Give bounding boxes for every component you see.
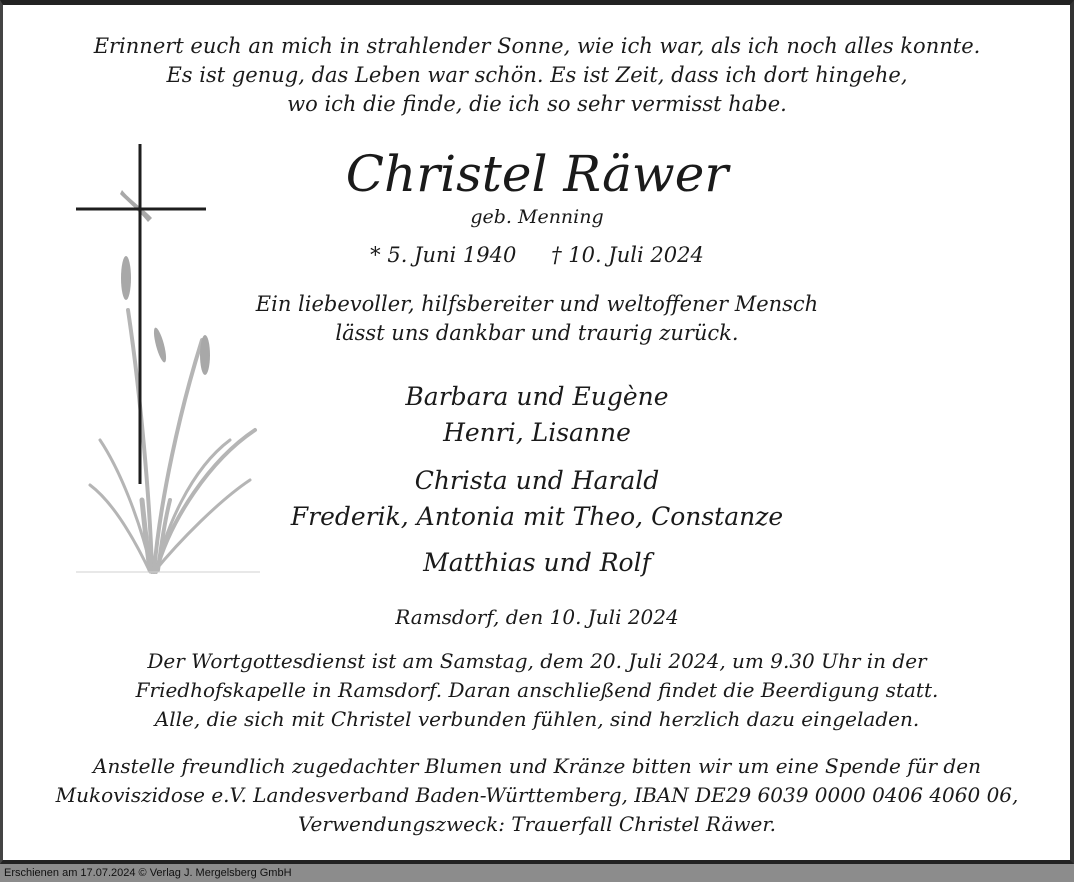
verse-line: Erinnert euch an mich in strahlender Sonne, wie ich war, als ich noch alles konnte. (93, 34, 981, 58)
tribute (0, 290, 1074, 348)
service-line: Alle, die sich mit Christel verbunden fühlen, sind herzlich dazu eingeladen. (154, 707, 920, 731)
family-line: Henri, Lisanne (443, 418, 631, 447)
donation-line: Verwendungszweck: Trauerfall Christel Räwer. (297, 812, 777, 836)
family-line: Barbara und Eugène (405, 382, 669, 411)
maiden-name: geb. Menning (470, 206, 604, 228)
donation-line: Anstelle freundlich zugedachter Blumen und Kränze bitten wir um eine Spende für den (93, 754, 981, 778)
service-info (0, 647, 1074, 734)
tribute-line: lässt uns dankbar und traurig zurück. (335, 321, 739, 345)
donation-info (0, 752, 1074, 839)
verse (0, 32, 1074, 119)
family-group (0, 379, 1074, 451)
life-dates (0, 241, 1074, 269)
service-line: Friedhofskapelle in Ramsdorf. Daran anschließend findet die Beerdigung statt. (135, 678, 939, 702)
tribute-line: Ein liebevoller, hilfsbereiter und weltoffener Mensch (255, 292, 819, 316)
donation-line: Mukoviszidose e.V. Landesverband Baden-Württemberg, IBAN DE29 6039 0000 0406 4060 06, (55, 783, 1019, 807)
footer-text: Erschienen am 17.07.2024 © Verlag J. Mergelsberg GmbH (4, 867, 292, 879)
place-date: Ramsdorf, den 10. Juli 2024 (395, 605, 679, 629)
family-group (0, 545, 1074, 581)
publication-footer (0, 864, 1074, 882)
deceased-name: Christel Räwer (345, 145, 729, 203)
family-group (0, 463, 1074, 535)
verse-line: Es ist genug, das Leben war schön. Es ist Zeit, dass ich dort hingehe, (166, 63, 908, 87)
service-line: Der Wortgottesdienst ist am Samstag, dem 20. Juli 2024, um 9.30 Uhr in der (147, 649, 927, 673)
family-line: Matthias und Rolf (423, 548, 651, 577)
birth-date: * 5. Juni 1940 (370, 243, 517, 267)
family-line: Frederik, Antonia mit Theo, Constanze (290, 502, 784, 531)
family-line: Christa und Harald (414, 466, 660, 495)
death-date: † 10. Juli 2024 (551, 243, 704, 267)
verse-line: wo ich die finde, die ich so sehr vermisst habe. (287, 92, 787, 116)
